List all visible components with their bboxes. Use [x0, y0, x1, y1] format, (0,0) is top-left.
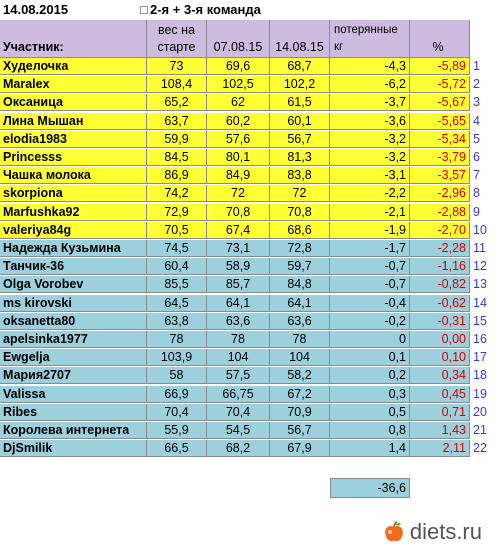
weight-date2: 63,6	[270, 313, 330, 330]
lost-percent: 2,11	[410, 440, 470, 457]
start-weight: 73	[147, 58, 207, 75]
lost-kg: 0,8	[330, 422, 410, 439]
participant-name: Танчик-36	[0, 258, 147, 275]
lost-kg: 0,3	[330, 386, 410, 403]
table-row	[0, 167, 500, 185]
weight-date2: 61,5	[270, 94, 330, 111]
weight-date1: 58,9	[207, 258, 270, 275]
weight-date1: 84,9	[207, 167, 270, 184]
weight-date2: 78	[270, 331, 330, 348]
participant-name: valeriya84g	[0, 222, 147, 239]
lost-percent: -5,34	[410, 131, 470, 148]
start-weight: 86,9	[147, 167, 207, 184]
rank-number: 11	[473, 241, 486, 255]
table-row	[0, 313, 500, 331]
weight-date1: 57,6	[207, 131, 270, 148]
table-row	[0, 204, 500, 222]
rank-number: 12	[473, 259, 487, 274]
participant-name: elodia1983	[0, 131, 147, 148]
team-title: 2-я + 3-я команда	[150, 2, 261, 17]
weight-date1: 104	[207, 349, 270, 366]
weight-date1: 68,2	[207, 440, 270, 457]
table-row	[0, 113, 500, 131]
participant-name: oksanetta80	[0, 313, 147, 330]
header-name: Участник:	[0, 20, 147, 58]
table-row	[0, 367, 500, 385]
header-lost: потерянные кг	[330, 20, 410, 58]
rank-number: 3	[473, 95, 480, 110]
start-weight: 63,7	[147, 113, 207, 130]
lost-percent: -5,89	[410, 58, 470, 75]
start-weight: 74,5	[147, 240, 207, 257]
table-row	[0, 76, 500, 94]
rank-number: 14	[473, 295, 487, 310]
lost-kg: -2,1	[330, 204, 410, 221]
participant-name: Maralex	[0, 76, 147, 93]
lost-kg: -3,6	[330, 113, 410, 130]
table-row	[0, 404, 500, 422]
weight-date1: 64,1	[207, 295, 270, 312]
participant-name: ms kirovski	[0, 295, 147, 312]
participant-name: Худелочка	[0, 58, 147, 75]
start-weight: 66,9	[147, 386, 207, 403]
weight-date2: 68,7	[270, 58, 330, 75]
rank-number: 22	[473, 441, 487, 456]
start-weight: 70,5	[147, 222, 207, 239]
rank-number: 10	[473, 222, 487, 237]
lost-kg: -1,7	[330, 240, 410, 257]
lost-percent: -2,28	[410, 240, 470, 257]
participant-name: Чашка молока	[0, 167, 147, 184]
weight-date2: 104	[270, 349, 330, 366]
header-pct: %	[410, 20, 470, 58]
weight-date1: 63,6	[207, 313, 270, 330]
rank-number: 13	[473, 277, 487, 292]
apple-icon	[384, 521, 404, 543]
lost-percent: 1,43	[410, 422, 470, 439]
comment-marker-icon	[140, 6, 148, 14]
weight-date1: 80,1	[207, 149, 270, 166]
lost-kg: -2,2	[330, 185, 410, 202]
rank-number: 1	[473, 59, 480, 73]
lost-percent: 0,10	[410, 349, 470, 366]
weight-date1: 60,2	[207, 113, 270, 130]
weight-date1: 70,8	[207, 204, 270, 221]
participant-name: Мария2707	[0, 367, 147, 384]
weight-date1: 85,7	[207, 276, 270, 293]
lost-kg: 0	[330, 331, 410, 348]
weight-date2: 67,2	[270, 386, 330, 403]
logo-text: diets.ru	[409, 519, 482, 544]
rank-number: 7	[473, 168, 480, 183]
lost-percent: -2,88	[410, 204, 470, 221]
sheet-topbar	[0, 0, 500, 20]
lost-percent: -0,31	[410, 313, 470, 330]
weight-date1: 62	[207, 94, 270, 111]
lost-kg: -0,7	[330, 258, 410, 275]
table-row	[0, 94, 500, 112]
weight-date1: 72	[207, 185, 270, 202]
start-weight: 63,8	[147, 313, 207, 330]
table-row	[0, 422, 500, 440]
lost-kg: -6,2	[330, 76, 410, 93]
lost-percent: -0,82	[410, 276, 470, 293]
start-weight: 74,2	[147, 185, 207, 202]
lost-kg: -0,4	[330, 295, 410, 312]
participant-name: Ribes	[0, 404, 147, 421]
weight-date1: 78	[207, 331, 270, 348]
rank-number: 5	[473, 131, 480, 146]
participant-name: Olga Vorobev	[0, 276, 147, 293]
lost-percent: 0,00	[410, 331, 470, 348]
start-weight: 66,5	[147, 440, 207, 457]
lost-percent: -3,79	[410, 149, 470, 166]
table-row	[0, 440, 500, 458]
lost-percent: 0,71	[410, 404, 470, 421]
lost-kg: -3,7	[330, 94, 410, 111]
table-row	[0, 131, 500, 149]
participant-name: Надежда Кузьмина	[0, 240, 147, 257]
weight-date2: 70,8	[270, 204, 330, 221]
start-weight: 78	[147, 331, 207, 348]
lost-percent: -2,96	[410, 185, 470, 202]
participant-name: skorpiona	[0, 185, 147, 202]
weight-date2: 64,1	[270, 295, 330, 312]
table-row	[0, 240, 500, 258]
table-row	[0, 258, 500, 276]
lost-percent: 0,34	[410, 367, 470, 384]
table-row	[0, 331, 500, 349]
weight-date2: 56,7	[270, 422, 330, 439]
table-row	[0, 276, 500, 294]
weight-date2: 60,1	[270, 113, 330, 130]
start-weight: 108,4	[147, 76, 207, 93]
lost-kg: -1,9	[330, 222, 410, 239]
lost-kg: 1,4	[330, 440, 410, 457]
lost-percent: -3,57	[410, 167, 470, 184]
weight-date1: 70,4	[207, 404, 270, 421]
rank-number: 18	[473, 368, 487, 383]
header-start: вес на старте	[147, 20, 207, 58]
participant-name: Marfushka92	[0, 204, 147, 221]
lost-kg: -3,2	[330, 131, 410, 148]
rank-number: 2	[473, 77, 480, 92]
start-weight: 60,4	[147, 258, 207, 275]
rank-number: 6	[473, 150, 480, 164]
weight-date2: 56,7	[270, 131, 330, 148]
rank-number: 15	[473, 313, 487, 328]
weight-date2: 59,7	[270, 258, 330, 275]
weight-date2: 70,9	[270, 404, 330, 421]
lost-kg: -3,2	[330, 149, 410, 166]
header-date1: 07.08.15	[207, 20, 270, 58]
weight-date1: 57,5	[207, 367, 270, 384]
participant-name: apelsinka1977	[0, 331, 147, 348]
weight-date1: 54,5	[207, 422, 270, 439]
date-cell: 14.08.2015	[3, 2, 69, 17]
participant-name: Лина Мышан	[0, 113, 147, 130]
lost-percent: 0,45	[410, 386, 470, 403]
weight-date2: 81,3	[270, 149, 330, 166]
lost-percent: -1,16	[410, 258, 470, 275]
lost-kg: -0,2	[330, 313, 410, 330]
start-weight: 65,2	[147, 94, 207, 111]
weight-date2: 83,8	[270, 167, 330, 184]
lost-kg: 0,1	[330, 349, 410, 366]
rank-number: 9	[473, 204, 480, 219]
participant-name: Ewgelja	[0, 349, 147, 366]
rank-number: 17	[473, 350, 487, 365]
weight-date2: 102,2	[270, 76, 330, 93]
weight-date2: 58,2	[270, 367, 330, 384]
lost-percent: -5,67	[410, 94, 470, 111]
participant-name: Valissa	[0, 386, 147, 403]
header-date2: 14.08.15	[270, 20, 330, 58]
rank-number: 19	[473, 386, 487, 401]
start-weight: 64,5	[147, 295, 207, 312]
table-row	[0, 149, 500, 167]
weight-date2: 84,8	[270, 276, 330, 293]
rank-number: 4	[473, 113, 480, 128]
start-weight: 58	[147, 367, 207, 384]
weight-date1: 73,1	[207, 240, 270, 257]
weight-date2: 67,9	[270, 440, 330, 457]
start-weight: 103,9	[147, 349, 207, 366]
start-weight: 70,4	[147, 404, 207, 421]
weight-date2: 68,6	[270, 222, 330, 239]
total-lost-cell: -36,6	[330, 478, 410, 498]
header-row	[0, 20, 500, 58]
participant-name: DjSmilik	[0, 440, 147, 457]
start-weight: 72,9	[147, 204, 207, 221]
participant-name: Королева интернета	[0, 422, 147, 439]
lost-kg: 0,5	[330, 404, 410, 421]
lost-percent: -0,62	[410, 295, 470, 312]
table-row	[0, 185, 500, 203]
rank-number: 21	[473, 423, 487, 437]
lost-kg: 0,2	[330, 367, 410, 384]
rank-number: 20	[473, 404, 487, 419]
table-row	[0, 386, 500, 404]
start-weight: 85,5	[147, 276, 207, 293]
lost-kg: -0,7	[330, 276, 410, 293]
lost-kg: -3,1	[330, 167, 410, 184]
weight-date2: 72,8	[270, 240, 330, 257]
lost-percent: -5,65	[410, 113, 470, 130]
start-weight: 59,9	[147, 131, 207, 148]
site-logo	[384, 519, 482, 545]
table-row	[0, 58, 500, 76]
lost-percent: -2,70	[410, 222, 470, 239]
weight-date1: 102,5	[207, 76, 270, 93]
table-row	[0, 222, 500, 240]
participant-name: Princesss	[0, 149, 147, 166]
lost-percent: -5,72	[410, 76, 470, 93]
start-weight: 84,5	[147, 149, 207, 166]
table-row	[0, 349, 500, 367]
lost-kg: -4,3	[330, 58, 410, 75]
rank-number: 16	[473, 332, 487, 346]
participant-name: Оксаница	[0, 94, 147, 111]
rank-number: 8	[473, 186, 480, 201]
weight-date1: 67,4	[207, 222, 270, 239]
table-row	[0, 295, 500, 313]
weight-date1: 69,6	[207, 58, 270, 75]
weight-date1: 66,75	[207, 386, 270, 403]
start-weight: 55,9	[147, 422, 207, 439]
weight-date2: 72	[270, 185, 330, 202]
